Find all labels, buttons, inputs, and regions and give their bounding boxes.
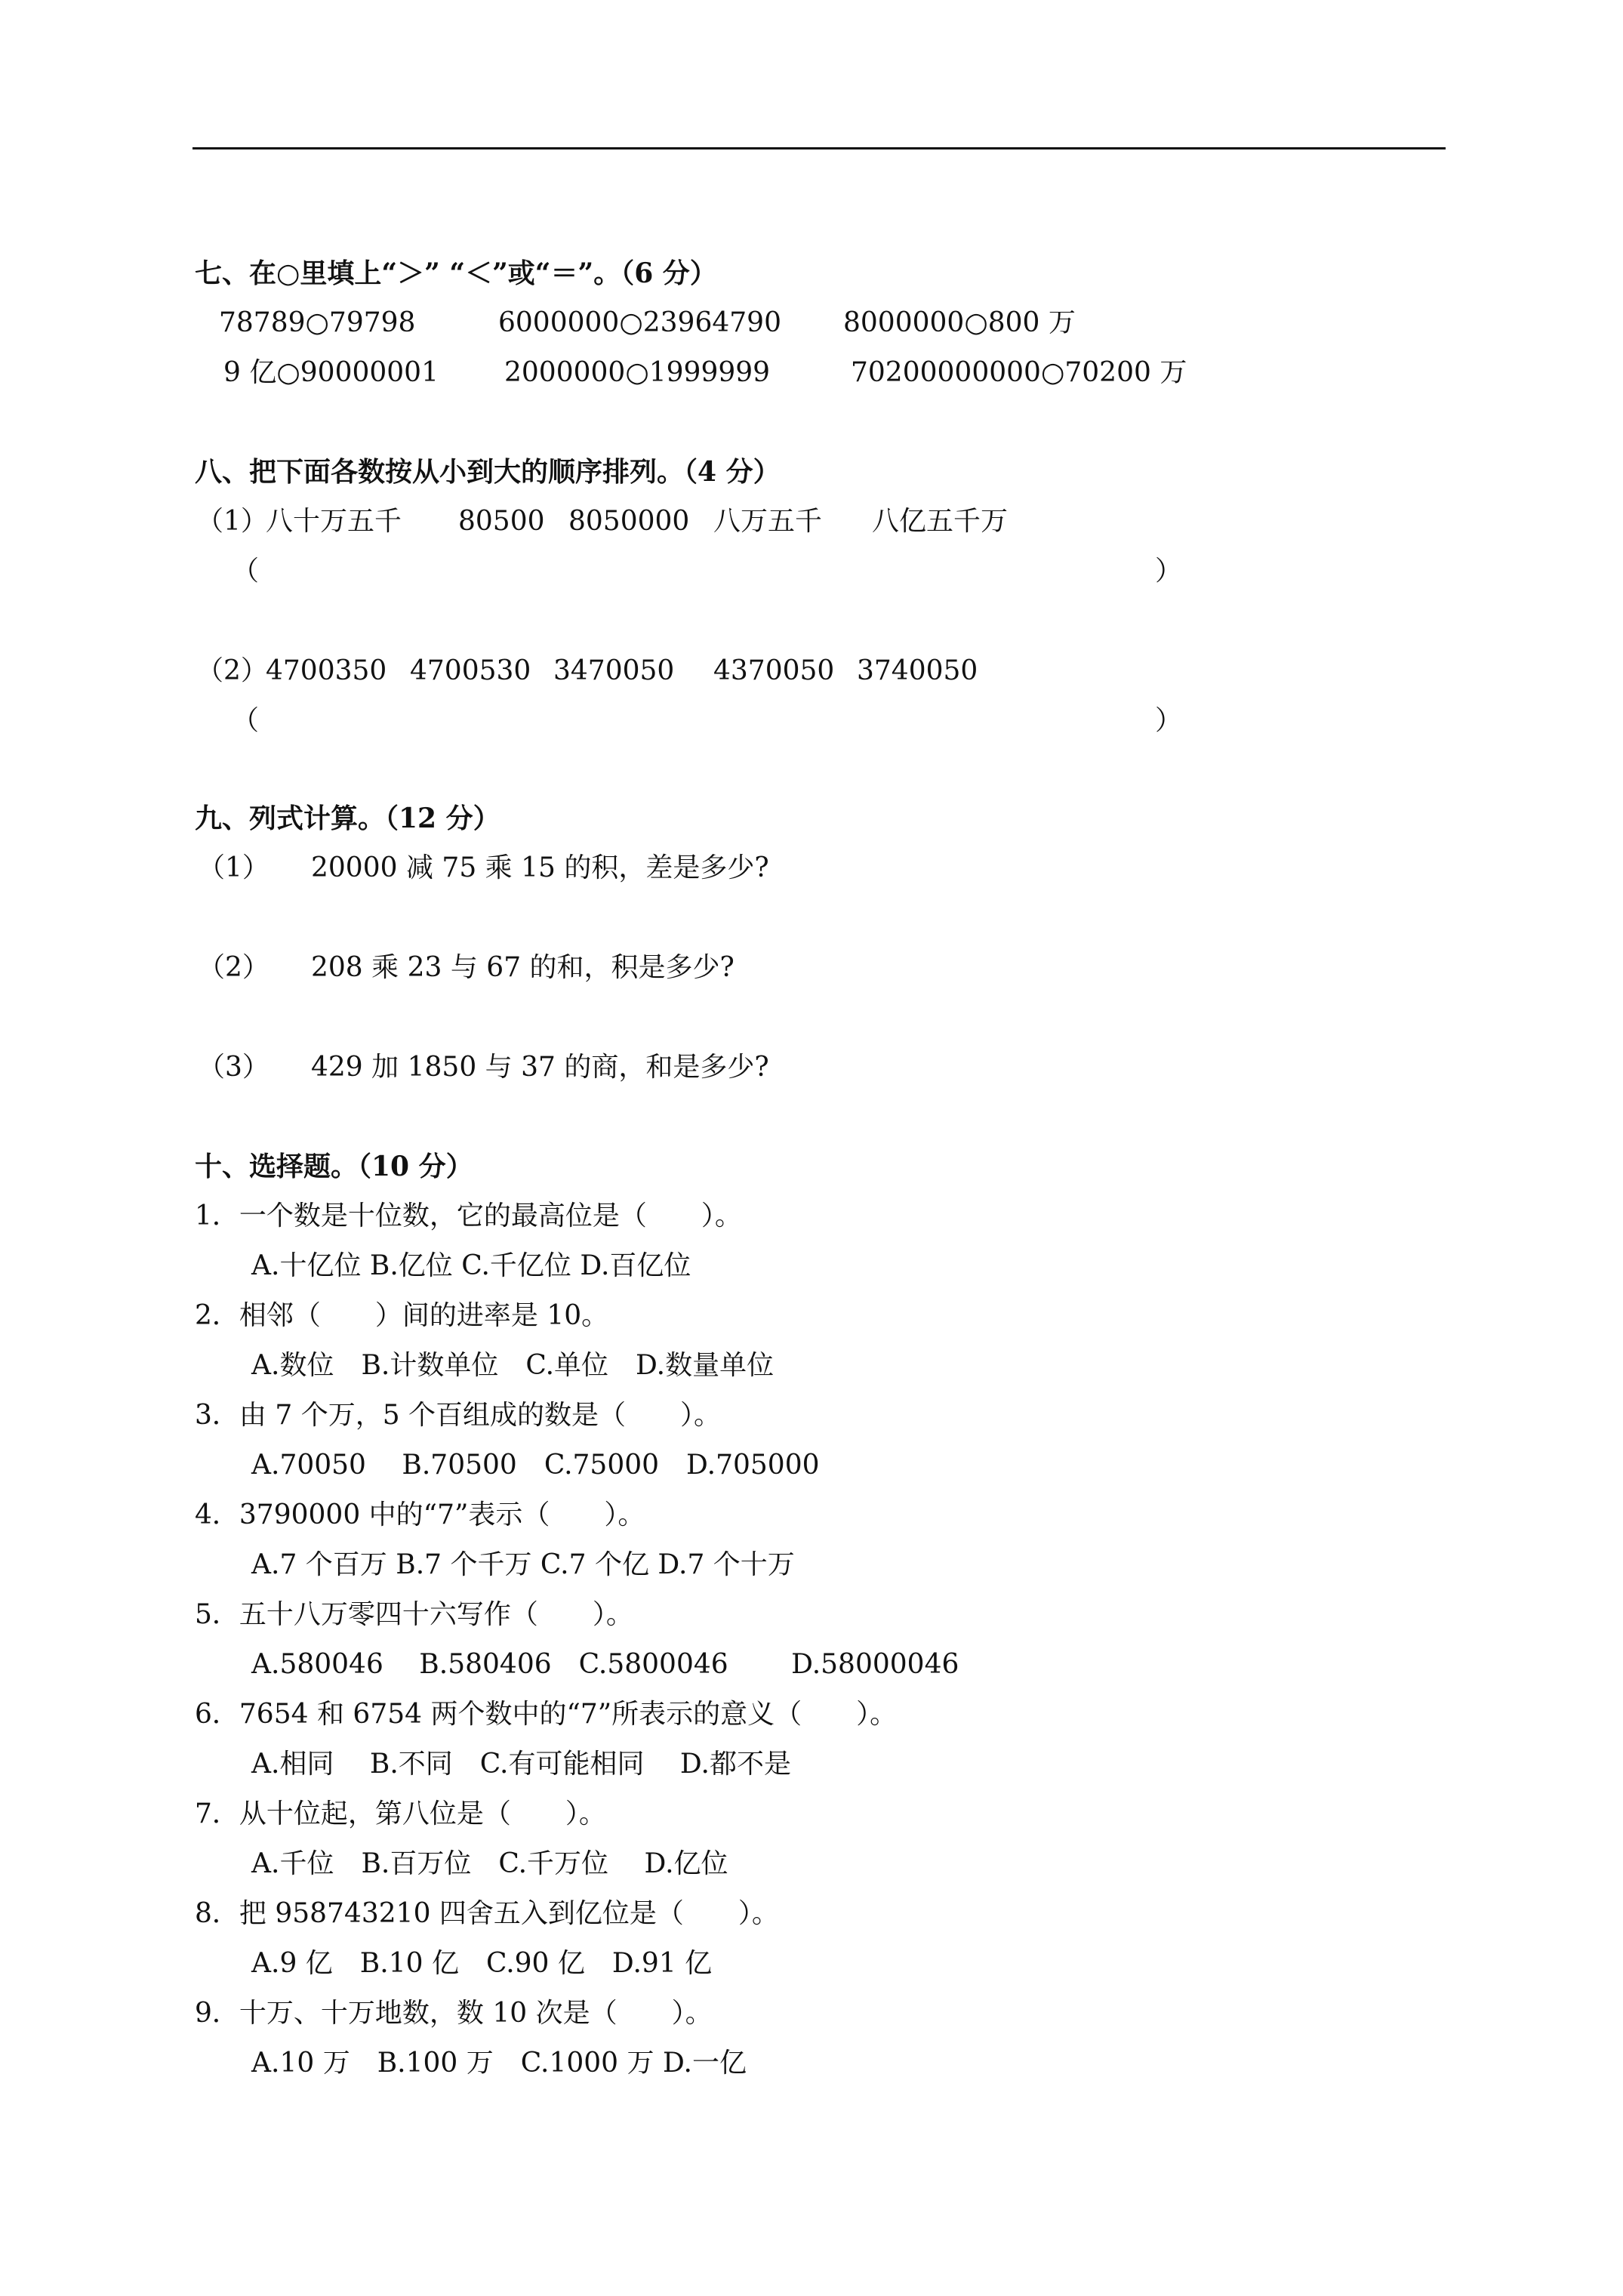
section-10-title: 十、选择题。（10 分）: [195, 1151, 473, 1182]
choice-question: 6．7654 和 6754 两个数中的“7”所表示的意义（ ）。: [195, 1699, 898, 1730]
choice-question: 5．五十八万零四十六写作（ ）。: [195, 1599, 633, 1630]
answer-open-paren: （: [232, 705, 260, 736]
sort-number: 八亿五千万: [872, 506, 1009, 537]
choice-question: 4．3790000 中的“7”表示（ ）。: [195, 1499, 645, 1530]
choice-options: A.580046 B.580406 C.5800046 D.58000046: [251, 1649, 959, 1680]
sort-number: 4370050: [713, 655, 835, 686]
section-9-title: 九、列式计算。（12 分）: [195, 803, 500, 834]
answer-close-paren: ）: [1155, 556, 1183, 587]
question-text: 429 加 1850 与 37 的商，和是多少?: [311, 1052, 769, 1083]
choice-options: A.7 个百万 B.7 个千万 C.7 个亿 D.7 个十万: [251, 1549, 795, 1580]
sort-number: 80500: [458, 506, 545, 537]
sort-number: 4700350: [266, 655, 387, 686]
sort-number: 3740050: [857, 655, 978, 686]
choice-question: 3．由 7 个万，5 个百组成的数是（ ）。: [195, 1400, 722, 1431]
sort-number: 八万五千: [713, 506, 823, 537]
choice-options: A.相同 B.不同 C.有可能相同 D.都不是: [251, 1749, 791, 1780]
choice-options: A.9 亿 B.10 亿 C.90 亿 D.91 亿: [251, 1948, 713, 1979]
question-label: （1）: [196, 506, 268, 537]
choice-question: 7．从十位起，第八位是（ ）。: [195, 1798, 606, 1829]
question-text: 208 乘 23 与 67 的和，积是多少?: [311, 952, 735, 983]
sort-number: 3470050: [553, 655, 675, 686]
question-label: （2）: [196, 655, 268, 686]
compare-item: 6000000○23964790: [498, 307, 781, 338]
sort-number: 八十万五千: [266, 506, 402, 537]
question-label: （1）: [198, 852, 269, 883]
sort-number: 8050000: [568, 506, 690, 537]
choice-options: A.数位 B.计数单位 C.单位 D.数量单位: [251, 1350, 775, 1381]
answer-open-paren: （: [232, 556, 260, 587]
compare-item: 8000000○800 万: [843, 307, 1076, 338]
question-label: （3）: [198, 1052, 269, 1083]
choice-options: A.千位 B.百万位 C.千万位 D.亿位: [251, 1848, 728, 1879]
compare-item: 70200000000○70200 万: [851, 357, 1187, 388]
choice-options: A.10 万 B.100 万 C.1000 万 D.一亿: [251, 2048, 747, 2079]
choice-question: 9．十万、十万地数，数 10 次是（ ）。: [195, 1998, 713, 2029]
question-text: 20000 减 75 乘 15 的积，差是多少?: [311, 852, 769, 883]
sort-number: 4700530: [410, 655, 531, 686]
answer-close-paren: ）: [1155, 705, 1183, 736]
compare-item: 78789○79798: [219, 307, 416, 338]
choice-question: 8．把 958743210 四舍五入到亿位是（ ）。: [195, 1898, 779, 1929]
choice-options: A.70050 B.70500 C.75000 D.705000: [251, 1450, 820, 1481]
compare-item: 9 亿○90000001: [223, 357, 439, 388]
section-8-title: 八、把下面各数按从小到大的顺序排列。（4 分）: [195, 456, 781, 488]
choice-question: 1．一个数是十位数，它的最高位是（ ）。: [195, 1200, 742, 1231]
compare-item: 2000000○1999999: [504, 357, 771, 388]
question-label: （2）: [198, 952, 269, 983]
choice-options: A.十亿位 B.亿位 C.千亿位 D.百亿位: [251, 1250, 691, 1281]
header-rule: [192, 147, 1446, 149]
choice-question: 2．相邻（ ）间的进率是 10。: [195, 1300, 609, 1331]
section-7-title: 七、在○里填上“＞” “＜”或“＝”。（6 分）: [195, 257, 717, 289]
